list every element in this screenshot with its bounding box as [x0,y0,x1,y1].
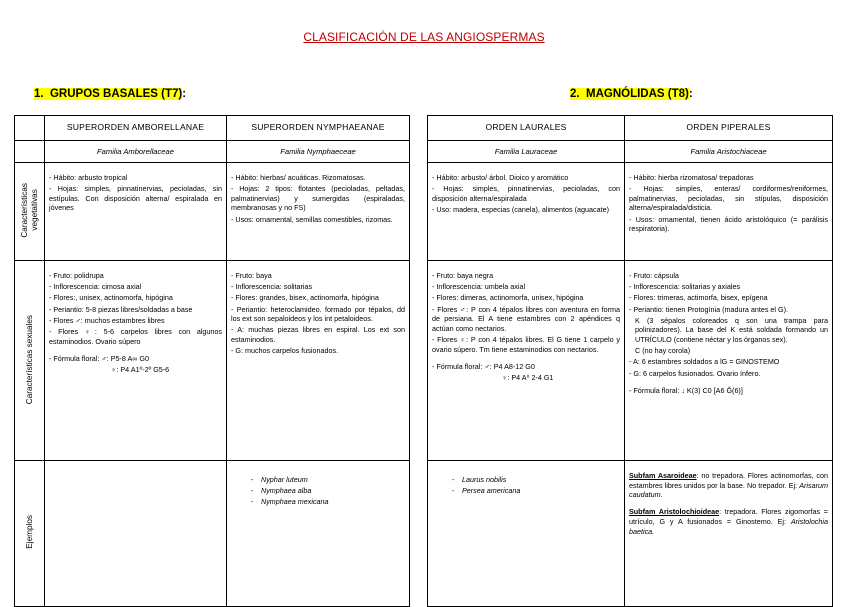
section-label: GRUPOS BASALES (T7) [49,88,183,100]
subfamily-asaroideae: Subfam Asaroideae: no trepadora. Flores actinomorfas, con estambres libres unidos por la base. No trepador. Ej: Arisarum caudatum. [629,471,828,500]
family-aristochiaceae: Familia Aristochiaceae [625,141,833,163]
formula-floral-female: ♀: P4 A1º-2º G5-6 [111,364,170,374]
formula-floral-female: ♀: P4 A⁰ 2-4 G1 [502,372,554,382]
cell-vegetativas-amborellanae: - Hábito: arbusto tropical - Hojas: simples, pinnatinervias, pecioladas, sin estípulas. Con disposición alterna/ espiralada en jóvenes [45,163,227,261]
section-heading-grupos-basales: 1. GRUPOS BASALES (T7): [34,88,187,100]
list-item: - Nymphaea mexicana [251,497,329,507]
cell-sexuales-amborellanae: - Fruto: polidrupa - Inflorescencia: cimosa axial - Flores:, unisex, actinomorfa, hipógina - Periantio: 5-8 piezas libres/soldadas a base - Flores ♂: muchos estambres libres - Flores ♀: 5-6 carpelos libres con algunos estaminodios. Ovario súpero - Fórmula floral: ♂: P5-8 A∞ G0 ♀: P4 A1º-2º G5-6 [45,261,227,461]
formula-floral: - Fórmula floral: ♂: P5-8 A∞ G0 [49,353,149,363]
family-nymphaeceae: Familia Nymphaeceae [227,141,410,163]
list-item: - Persea americana [452,486,521,496]
page-title: CLASIFICACIÓN DE LAS ANGIOSPERMAS [303,30,545,44]
table-grupos-basales [14,115,410,607]
formula-floral: - Fórmula floral: ↓ K(3) C0 [A6 Ğ(6)] [629,385,743,395]
section-label: MAGNÓLIDAS (T8) [585,88,689,100]
cell-sexuales-laurales: - Fruto: baya negra - Inflorescencia: umbela axial - Flores: dimeras, actinomorfa, unisex, hipógina - Flores ♂: P con 4 tépalos libres con aventura en forma de persiana. El A tiene estambres con 2 apéndices q actúan como nectarios. - Flores ♀: P con 4 tépalos libres. El G tiene 1 carpelo y ovario súpero. Tm tiene estaminodios con nectarios. - Fórmula floral: ♂: P4 A8-12 G0 ♀: P4 A⁰ 2-4 G1 [428,261,625,461]
row-label-ejemplos: Ejemplos [24,515,34,550]
header-amborellanae: SUPERORDEN AMBORELLANAE [45,116,227,141]
row-label-sexuales: Características sexuales [24,314,34,404]
table-magnolidas [427,115,833,607]
header-laurales: ORDEN LAURALES [428,116,625,141]
cell-sexuales-nymphaeanae: - Fruto: baya - Inflorescencia: solitarias - Flores: grandes, bisex, actinomorfa, hipógina - Periantio: heteroclamideo. formado por tépalos, dd los ext son sepaloideos y los int petaloideos. - A: muchas piezas libres en espiral. Los ext son estaminodios. - G: muchos carpelos fusionados. [227,261,410,461]
cell-sexuales-piperales: - Fruto: cápsula - Inflorescencia: solitarias y axiales - Flores: trimeras, actimorfa, bisex, epígena - Periantio: tienen Protogínia (madura antes el G). K (3 sépalos coloreados q son una trampa para polinizadores). La base del K está soldada formando un UTRÍCULO (contiene néctar y los órganos sex). C (no hay corola) - A: 6 estambres soldados a lG = GINOSTEMO - G: 6 carpelos fusionados. Ovario ínfero. - Fórmula floral: ↓ K(3) C0 [A6 Ğ(6)] [625,261,833,461]
cell-ejemplos-nymphaeanae [227,461,410,607]
cell-ejemplos-amborellanae [45,461,227,607]
header-nymphaeanae: SUPERORDEN NYMPHAEANAE [227,116,410,141]
family-lauraceae: Familia Lauraceae [428,141,625,163]
cell-vegetativas-piperales: - Hábito: hierba rizomatosa/ trepadoras - Hojas: simples, enteras/ cordiformes/reniformes, palmatinervias, pecioladas, sin stípulas, disposición alterna/espiralada/disticia. - Usos: ornamental, tienen ácido aristolóquico (= parálisis respiratoria). [625,163,833,261]
cell-vegetativas-laurales: - Hábito: arbusto/ árbol. Dioico y aromático - Hojas: simples, pinnatinervias, pecioladas, con disposición alterna/espiralada - Uso: madera, especias (canela), alimentos (aguacate) [428,163,625,261]
list-item: - Nyphar luteum [251,475,308,484]
list-item: - Nymphaea alba [251,486,312,496]
section-heading-magnolidas: 2. MAGNÓLIDAS (T8): [570,88,693,100]
cell-vegetativas-nymphaeanae: - Hábito: hierbas/ acuáticas. Rizomatosas. - Hojas: 2 tipos: flotantes (pecioladas, peltadas, palmatinervias) y sumergidas (espiraladas, membranosas y no FS) - Usos: ornamental, semillas comestibles, rizomas. [227,163,410,261]
cell-ejemplos-piperales [625,461,833,607]
family-amborellaceae: Familia Amborellaceae [45,141,227,163]
cell-ejemplos-laurales [428,461,625,607]
row-label-vegetativas: Características vegetativas [19,182,39,238]
list-item: - Laurus nobilis [452,475,507,484]
subfamily-aristolochioideae: Subfam Aristolochioideae: trepadora. Flores zigomorfas = utrículo, G y A fusionados = Ginostemo. Ej: Aristolochia baetica. [629,507,828,536]
formula-floral: - Fórmula floral: ♂: P4 A8-12 G0 [432,361,535,371]
header-piperales: ORDEN PIPERALES [625,116,833,141]
